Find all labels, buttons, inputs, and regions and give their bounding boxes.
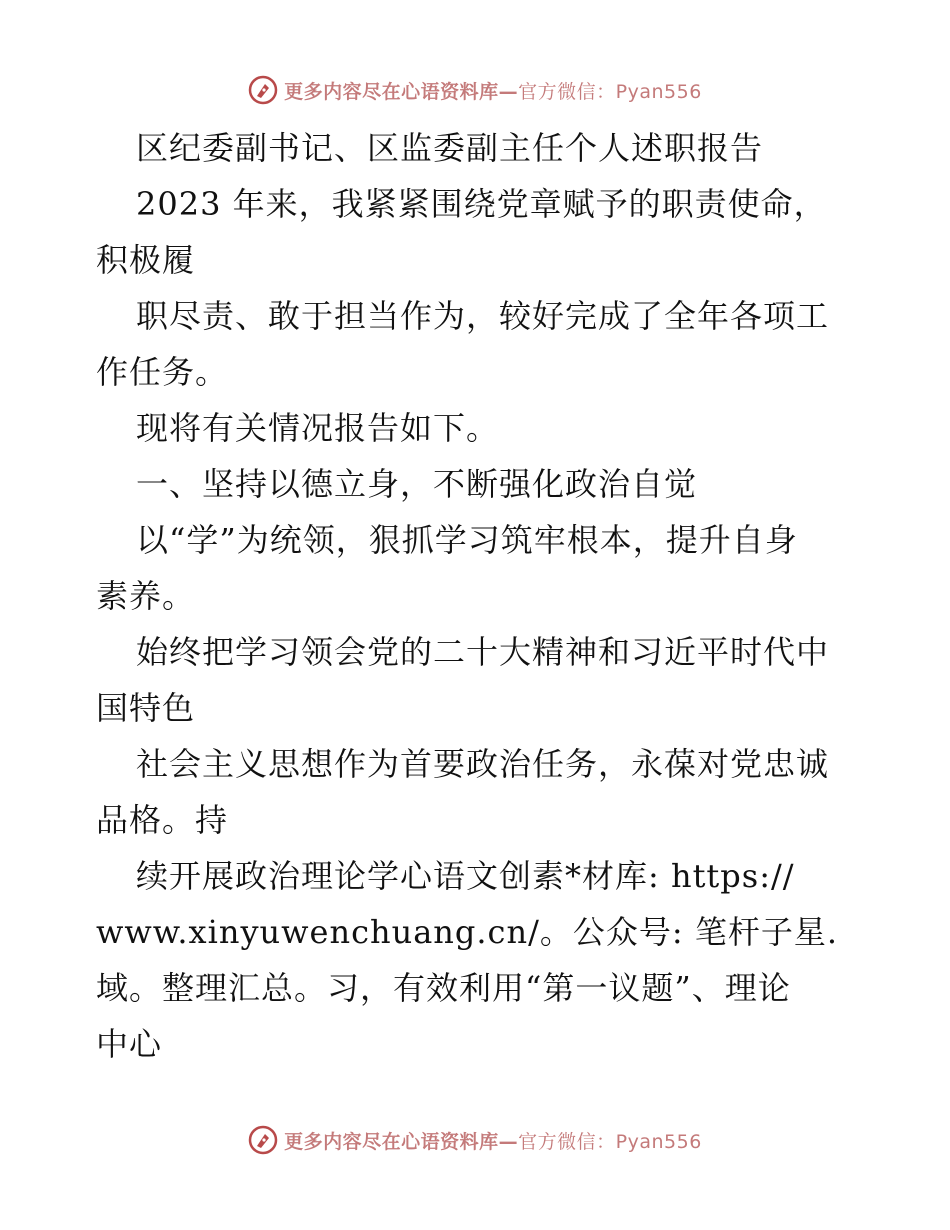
- paragraph-line: 始终把学习领会党的二十大精神和习近平时代中: [136, 633, 830, 671]
- paragraph-line: 现将有关情况报告如下。: [136, 409, 500, 447]
- banner-wechat-text: 官方微信：Pyan556: [518, 1130, 702, 1153]
- paragraph-line: 以“学”为统领，狠抓学习筑牢根本，提升自身: [136, 521, 798, 559]
- banner-text: [284, 77, 702, 104]
- paragraph-line: 2023 年来，我紧紧围绕党章赋予的职责使命，: [136, 185, 827, 223]
- banner-separator: —: [498, 80, 519, 103]
- paragraph-line: 续开展政治理论学心语文创素*材库: https://: [136, 857, 795, 895]
- document-body: [96, 120, 856, 1072]
- paragraph-line: 域。整理汇总。习，有效利用“第一议题”、理论: [96, 969, 791, 1007]
- section-heading: 一、坚持以德立身，不断强化政治自觉: [136, 465, 698, 503]
- paragraph-line: 国特色: [96, 689, 196, 727]
- footer-banner: [0, 1120, 950, 1160]
- paragraph-line: www.xinyuwenchuang.cn/。公众号: 笔杆子星.: [96, 913, 838, 951]
- banner-wechat-text: 官方微信：Pyan556: [518, 80, 702, 103]
- pen-nib-seal-icon: [248, 75, 278, 105]
- paragraph-line: 作任务。: [96, 353, 229, 391]
- paragraph-line: 职尽责、敢于担当作为，较好完成了全年各项工: [136, 297, 830, 335]
- paragraph-line: 品格。持: [96, 801, 229, 839]
- banner-separator: —: [498, 1130, 519, 1153]
- banner-main-text: 更多内容尽在心语资料库: [284, 1130, 499, 1153]
- paragraph-line: 中心: [96, 1025, 163, 1063]
- banner-text: [284, 1127, 702, 1154]
- paragraph-line: 社会主义思想作为首要政治任务，永葆对党忠诚: [136, 745, 830, 783]
- document-title: 区纪委副书记、区监委副主任个人述职报告: [136, 129, 764, 167]
- banner-main-text: 更多内容尽在心语资料库: [284, 80, 499, 103]
- paragraph-line: 素养。: [96, 577, 196, 615]
- paragraph-line: 积极履: [96, 241, 196, 279]
- pen-nib-seal-icon: [248, 1125, 278, 1155]
- header-banner: [0, 70, 950, 110]
